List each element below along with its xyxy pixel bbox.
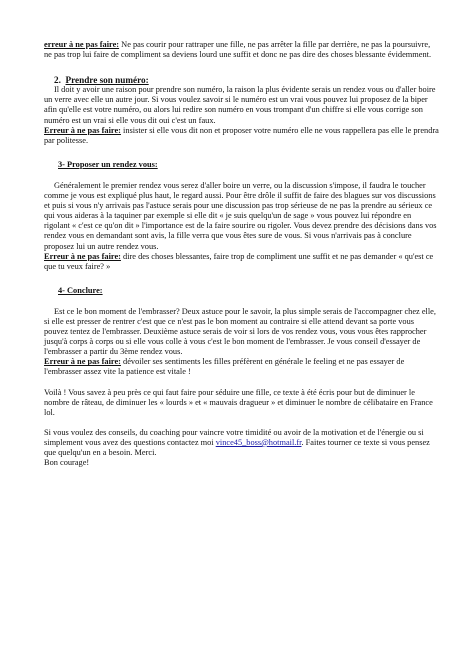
- section-3-heading: 3- Proposer un rendez vous:: [58, 159, 158, 169]
- warning-label: Erreur à ne pas faire:: [44, 125, 121, 135]
- section-3-mistake: [44, 252, 439, 272]
- signoff: Bon courage!: [44, 458, 90, 468]
- warning-text: dire des choses blessantes, faire trop de compliment une suffit et ne pas demander « qu'est ce que tu veux faire? »: [44, 251, 434, 271]
- section-4-mistake: [44, 357, 439, 377]
- contact-text-before: Si vous voulez des conseils, du coaching pour vaincre votre timidité ou avoir de la motivation et de l'énergie ou si simplement vous avez des questions contactez moi: [44, 427, 424, 447]
- warning-text: insister si elle vous dit non et proposer votre numéro elle ne vous rappellera pas elle le prendra par politesse.: [44, 125, 439, 145]
- contact-paragraph: [44, 428, 439, 458]
- warning-text: dévoiler ses sentiments les filles préfèrent en générale le feeling et ne pas essayer de l'embrasser assez vite la patience est vitale !: [44, 357, 405, 377]
- section-2-mistake: [44, 126, 439, 146]
- warning-label: Erreur à ne pas faire:: [44, 251, 121, 261]
- section-2-heading: [44, 75, 439, 85]
- warning-label: erreur à ne pas faire:: [44, 40, 120, 49]
- warning-label: Erreur à ne pas faire:: [44, 357, 121, 367]
- section-2-number: 2.: [54, 75, 61, 86]
- email-link[interactable]: vince45_boss@hotmail.fr: [215, 437, 302, 447]
- document-page: [44, 40, 439, 468]
- section-2-title: Prendre son numéro:: [65, 75, 149, 86]
- closing-paragraph: Voilà ! Vous savez à peu près ce qui faut faire pour séduire une fille, ce texte à été écris pour but de diminuer le nombre de râteau, de diminuer les « lourds » et « mauvais dragueur » et diminuer le nombre de célibataire en France lol.: [44, 387, 433, 417]
- paragraph-mistake-1: [44, 40, 439, 60]
- contact-text-after: . Faites tourner ce texte si vous pensez que quelqu'un en a besoin. Merci.: [44, 437, 430, 457]
- section-2-body: Il doit y avoir une raison pour prendre son numéro, la raison la plus évidente serais un rendez vous ou d'aller boire un verre avec elle un autre jour. Si vous voulez savoir si le numéro est un vrai vous pouvez lui proposez de la biper afin qu'elle est votre numéro, ou alors lui redire son numéro en vous trompant d'un chiffre si elle vous corrige son numéro est un vrai si elle vous dit oui c'est un faux.: [44, 85, 436, 125]
- warning-text: Ne pas courir pour rattraper une fille, ne pas arrêter la fille par derrière, ne pas la poursuivre, ne pas trop lui faire de compliment sa deviens lourd une suffit et donc ne pas dire des choses blessante évidemment.: [44, 40, 432, 60]
- section-3-body: Généralement le premier rendez vous serez d'aller boire un verre, ou la discussion s'impose, il faudra le toucher comme je vous est expliqué plus haut, le regard aussi. Pour être drôle il suffit de faire des blagues sur vos discussions et puis si vous n'y arrivais pas l'astuce serais pour une discussion pas trop sérieuse de ne pas la prendre au sérieux ce qui vous aideras à la taquiner par exemple si elle dit « je suis quelqu'un de sage » vous pouvez lui répondre en rigolant « c'est ce qu'on dit » l'importance est de la faire sourire ou rigoler. Vous devez prendre des décisions dans vos rendez vous en demandant sont avis, la fille verra que vous êtes sure de vous. Si vous n'arrivais pas à conclure proposez lui un autre rendez vous.: [44, 180, 437, 251]
- section-4-body: Est ce le bon moment de l'embrasser? Deux astuce pour le savoir, la plus simple serais de l'accompagner chez elle, si elle est presser de rentrer c'est que ce n'est pas le bon moment au contraire si elle attend devant sa porte vous pouvez tentez de l'embrasser. Deuxième astuce serais de voir si lors de vos rendez vous, vous vous êtes rapprocher jusqu'à corps à corps ou si elle vous colle à vous c'est le bon moment de l'embrasser. Je vous conseil d'essayer de l'embrasser a partir du 3ème rendez vous.: [44, 306, 436, 357]
- section-4-heading: 4- Conclure:: [58, 285, 103, 295]
